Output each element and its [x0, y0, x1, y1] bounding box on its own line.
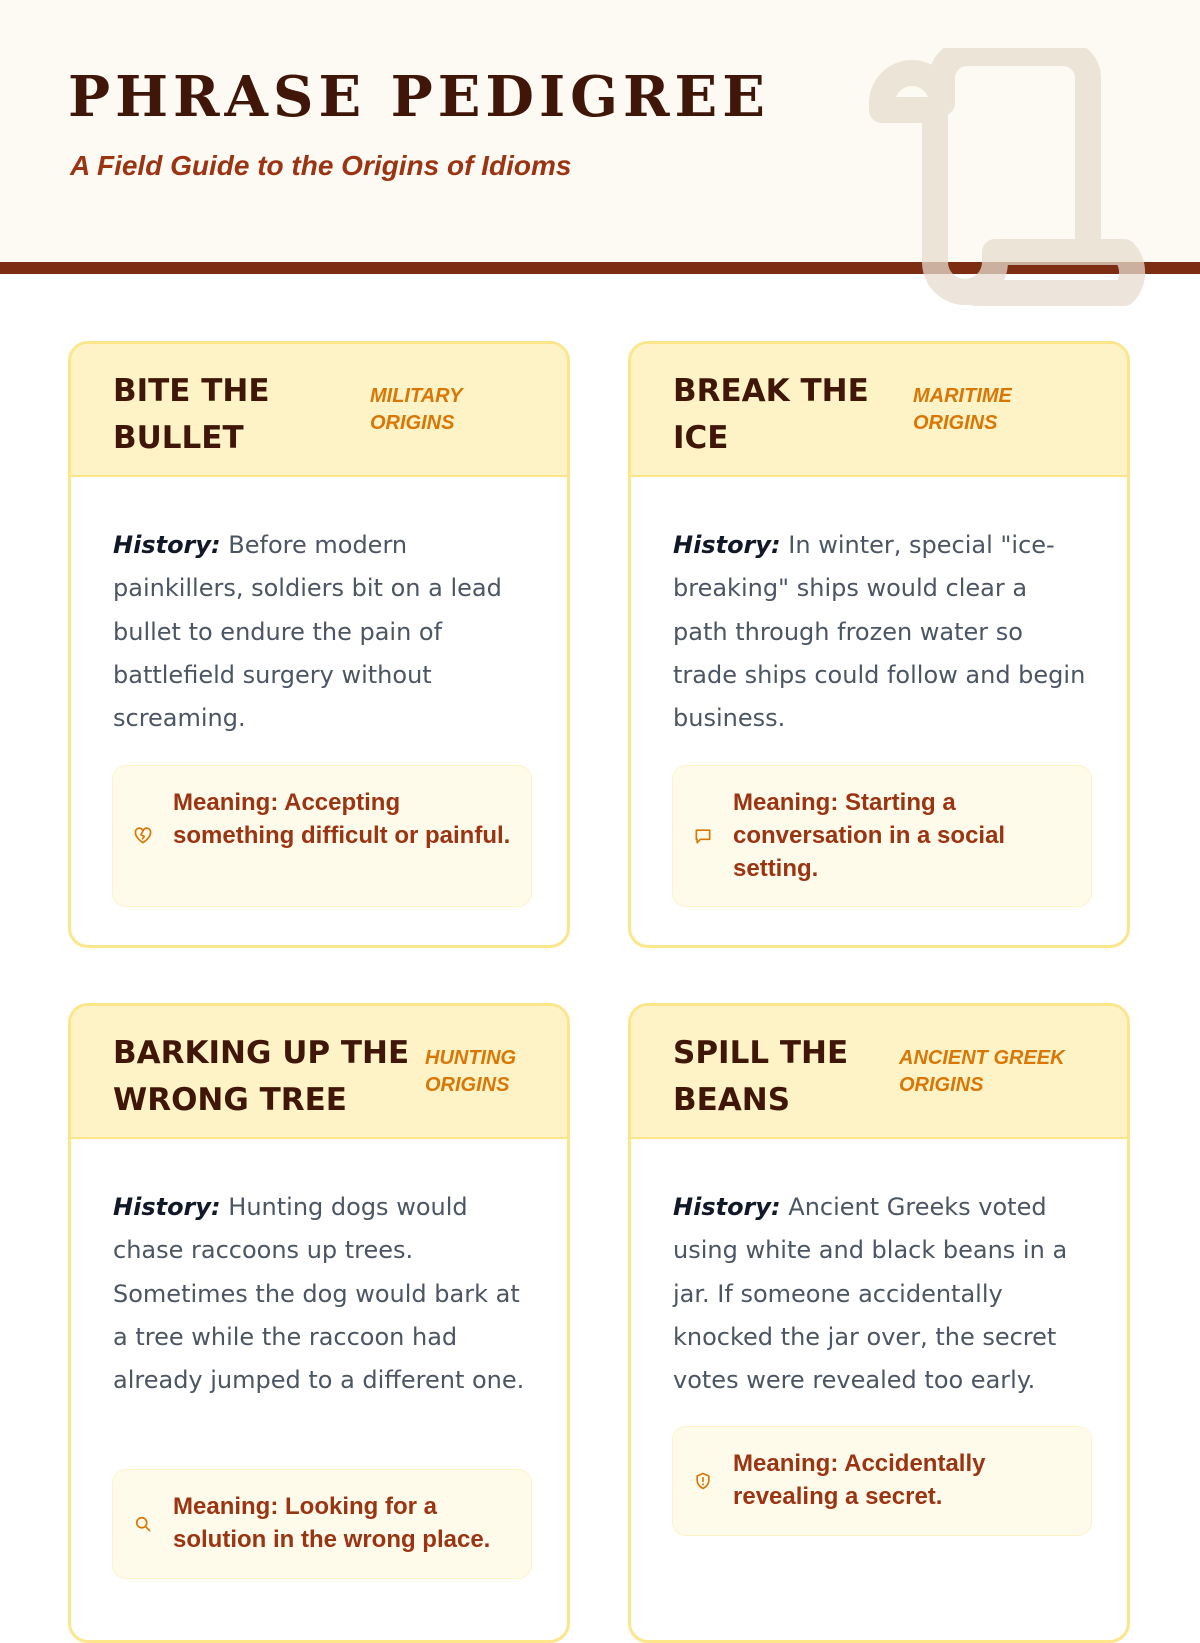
search-icon [133, 1514, 153, 1534]
origin-tag: ANCIENT GREEK ORIGINS [899, 1047, 1065, 1096]
history-body: Hunting dogs would chase raccoons up trees. Sometimes the dog would bark at a tree while the raccoon had already jumped to a different one. [113, 1193, 525, 1395]
history-body: In winter, special "ice-breaking" ships would clear a path through frozen water so trade ships could follow and begin business. [673, 531, 1086, 733]
history-text [113, 524, 529, 740]
meaning-box [112, 1469, 532, 1579]
history-text [113, 1186, 529, 1402]
page-title: PHRASE PEDIGREE [68, 64, 770, 130]
history-body: Ancient Greeks voted using white and black beans in a jar. If someone accidentally knocked the jar over, the secret votes were revealed too early. [673, 1193, 1068, 1395]
chat-bubble-icon [693, 826, 713, 846]
origin-tag: MARITIME ORIGINS [913, 385, 1012, 434]
heart-crack-icon [133, 826, 153, 846]
idiom-phrase: BREAK THE ICE [673, 373, 869, 456]
idiom-card [628, 341, 1130, 948]
scroll-icon [860, 48, 1170, 328]
meaning-box [672, 765, 1092, 907]
card-header [631, 1006, 1127, 1139]
meaning-text: Meaning: Starting a conversation in a social setting. [733, 789, 1006, 882]
idiom-card [68, 341, 570, 948]
shield-alert-icon [693, 1471, 713, 1491]
page-subtitle: A Field Guide to the Origins of Idioms [70, 150, 572, 181]
idiom-card [628, 1003, 1130, 1643]
card-header [631, 344, 1127, 477]
history-text [673, 1186, 1089, 1402]
meaning-text: Meaning: Accidentally revealing a secret. [733, 1450, 986, 1510]
card-header [71, 1006, 567, 1139]
origin-tag: MILITARY ORIGINS [370, 385, 463, 434]
meaning-text: Meaning: Accepting something difficult or painful. [173, 789, 511, 849]
meaning-box [672, 1426, 1092, 1536]
idiom-card [68, 1003, 570, 1643]
history-body: Before modern painkillers, soldiers bit on a lead bullet to endure the pain of battlefield surgery without screaming. [113, 531, 502, 733]
history-label: History: [673, 531, 781, 559]
history-text [673, 524, 1089, 740]
history-label: History: [113, 531, 221, 559]
idiom-phrase: BITE THE BULLET [113, 373, 270, 456]
history-label: History: [113, 1193, 221, 1221]
idiom-phrase: BARKING UP THE WRONG TREE [113, 1035, 410, 1118]
card-header [71, 344, 567, 477]
origin-tag: HUNTING ORIGINS [425, 1047, 517, 1096]
idiom-phrase: SPILL THE BEANS [673, 1035, 849, 1118]
meaning-text: Meaning: Looking for a solution in the wrong place. [173, 1493, 491, 1553]
meaning-box [112, 765, 532, 907]
history-label: History: [673, 1193, 781, 1221]
